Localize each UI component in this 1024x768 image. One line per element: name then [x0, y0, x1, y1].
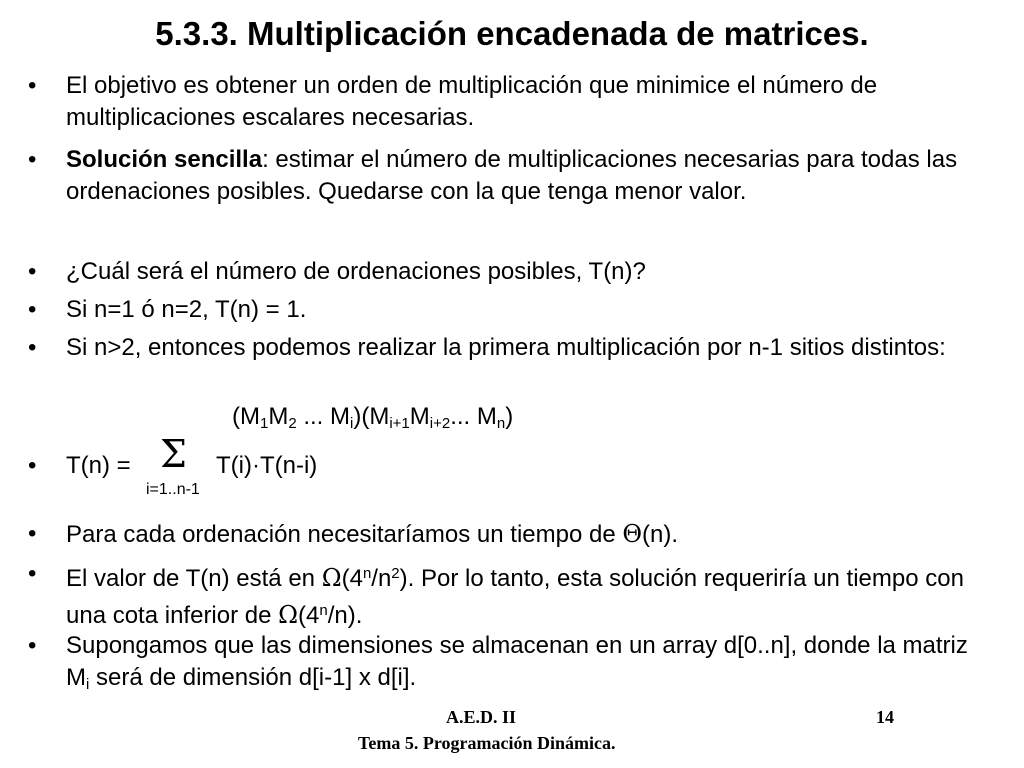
omega-symbol: Ω [278, 601, 299, 629]
bullet-marker: • [28, 146, 37, 173]
page-number: 14 [876, 707, 894, 727]
bullet-marker: • [28, 296, 37, 323]
footer-topic: Tema 5. Programación Dinámica. [358, 733, 616, 753]
bullet-marker: • [28, 258, 37, 285]
bullet-time-per-order: Para cada ordenación necesitaríamos un tiempo de Θ(n). [66, 520, 679, 548]
sum-range: i=1..n-1 [146, 481, 200, 498]
bullet-objective: El objetivo es obtener un orden de multiplicación que minimice el número de multiplicaciones escalares necesarias. [66, 72, 878, 131]
bullet-dimensions-array: Supongamos que las dimensiones se almacenan en un array d[0..n], donde la matriz $M_i$ será de dimensión d[i-1] x d[i]. [66, 632, 968, 693]
sigma-symbol: Σ [160, 432, 187, 476]
simple-solution-text: : estimar el número de multiplicaciones necesarias para todas las ordenaciones posibles. Quedarse con la que tenga menor valor. [66, 146, 958, 205]
bullet-simple-solution [66, 144, 996, 208]
bullet-marker: • [28, 334, 37, 361]
tn-term: T(i)·T(n-i) [216, 452, 318, 479]
simple-solution-label: Solución sencilla [66, 146, 263, 173]
bullet-recursive-case: Si n>2, entonces podemos realizar la primera multiplicación por n-1 sitios distintos: [66, 334, 946, 361]
matrix-product-formula: ($M_1M_2$ ... $M_i)(M_{i+1}M_{i+2}$... $M_n$) [232, 403, 514, 432]
tn-lhs: T(n) = [66, 452, 131, 479]
footer-course: A.E.D. II [446, 707, 517, 727]
bullet-marker: • [28, 72, 37, 99]
bullet-marker: • [28, 452, 37, 479]
bullet-marker: • [28, 520, 37, 547]
slide-title: 5.3.3. Multiplicación encadenada de matrices. [155, 15, 869, 52]
omega-symbol: Ω [321, 564, 342, 592]
bullet-marker: • [28, 632, 37, 659]
theta-symbol: Θ [622, 520, 643, 548]
bullet-question: ¿Cuál será el número de ordenaciones posibles, T(n)? [66, 258, 646, 285]
bullet-base-case: Si n=1 ó n=2, T(n) = 1. [66, 296, 307, 323]
bullet-tn-bound: El valor de T(n) está en $\Omega(4^n/n^2)$. Por lo tanto, esta solución requeriría un tiempo con una cota inferior de Ω(4$^n$/n). [66, 564, 964, 629]
bullet-marker: • [28, 560, 37, 587]
